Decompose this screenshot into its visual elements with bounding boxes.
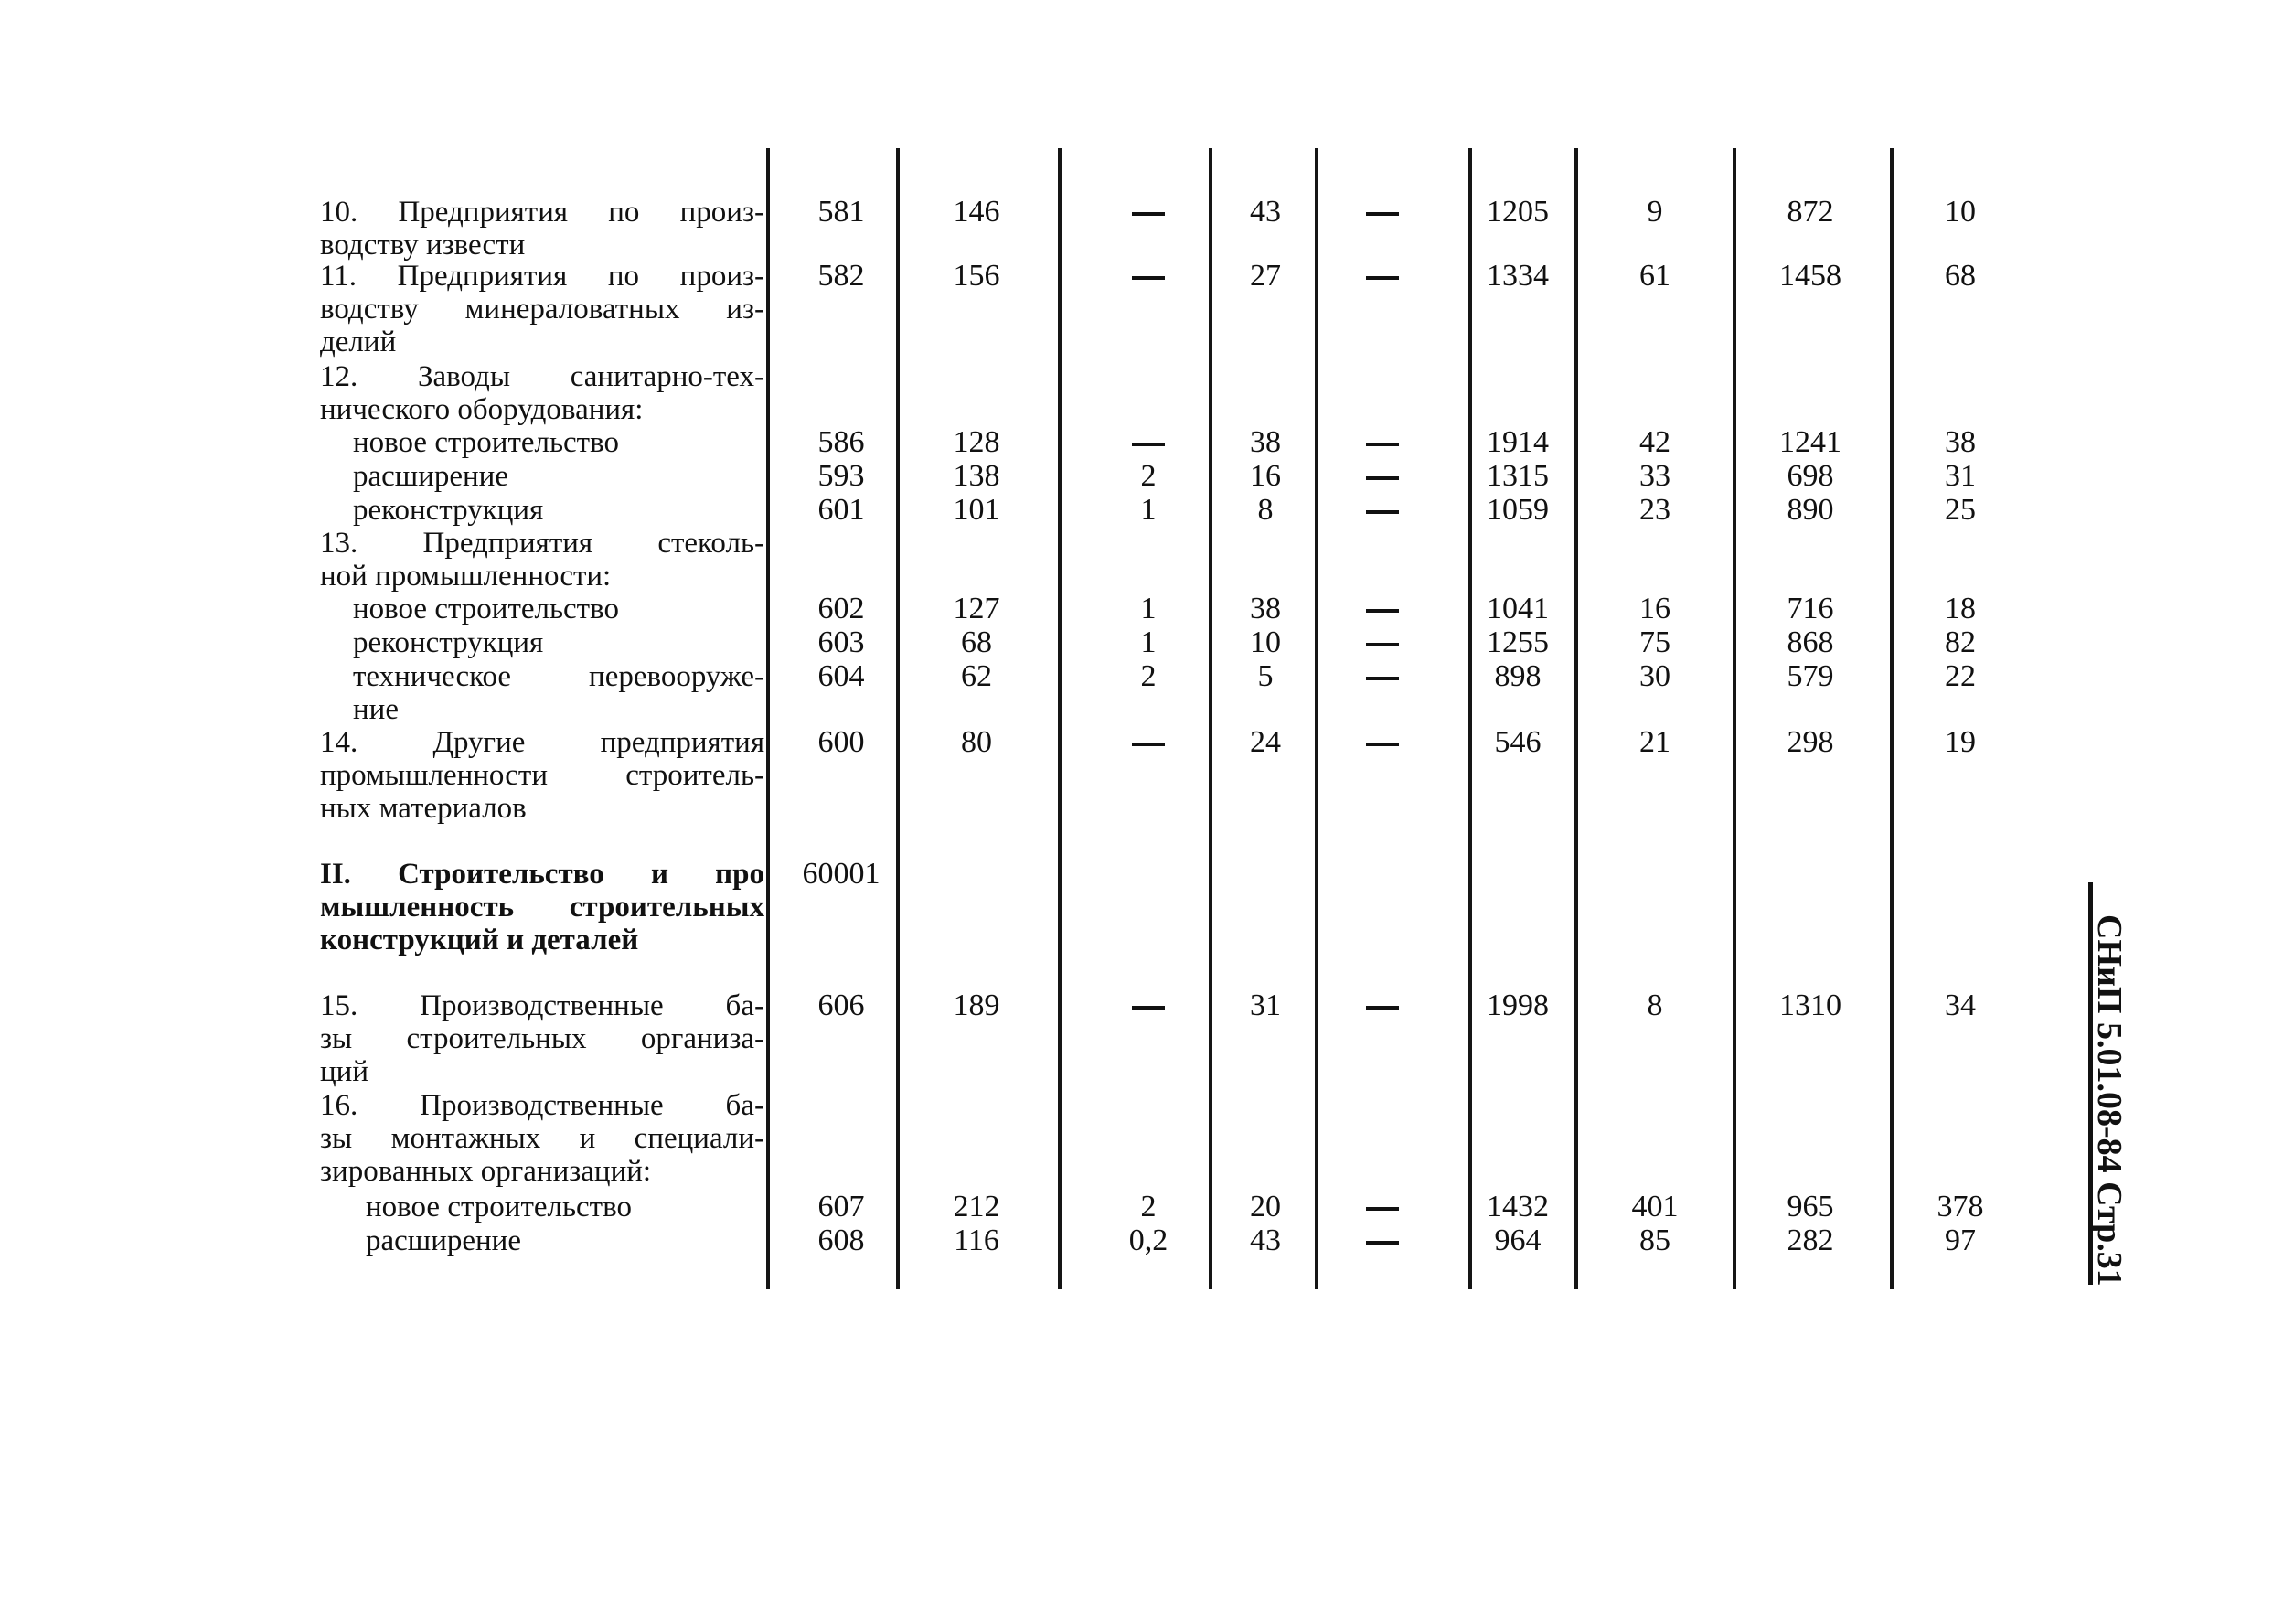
row-label: водству минераловатных из- [320,293,764,326]
row-label: промышленности строитель- [320,759,764,792]
table-cell: 19 [1945,725,1976,759]
table-cell: 138 [953,459,1000,493]
table-cell: 212 [953,1190,1000,1223]
table-cell: 24 [1250,725,1281,759]
row-label: расширение [366,1224,521,1257]
table-cell: 586 [817,425,865,459]
table-cell: 579 [1787,659,1834,693]
table-cell: 401 [1631,1190,1679,1223]
row-label: конструкций и деталей [320,924,639,956]
table-cell: 31 [1945,459,1976,493]
dash-mark [1366,609,1399,613]
table-cell: 43 [1250,195,1281,229]
dash-mark [1366,1207,1399,1211]
column-rule [1209,148,1212,1289]
table-cell: 75 [1639,625,1670,659]
table-cell: 582 [817,259,865,293]
table-cell: 1205 [1487,195,1549,229]
table-cell: 600 [817,725,865,759]
row-label: расширение [353,460,508,493]
column-rule [766,148,770,1289]
table-cell: 593 [817,459,865,493]
row-label: реконструкция [353,494,544,527]
table-cell: 20 [1250,1190,1281,1223]
table-cell: 38 [1250,592,1281,625]
table-cell: 601 [817,493,865,527]
dash-mark [1366,677,1399,680]
table-cell: 30 [1639,659,1670,693]
table-cell: 33 [1639,459,1670,493]
table-cell: 85 [1639,1223,1670,1257]
row-label: 12. Заводы санитарно-тех- [320,360,764,393]
dash-mark [1366,276,1399,280]
table-cell: 378 [1937,1190,1984,1223]
table-cell: 298 [1787,725,1834,759]
table-cell: 603 [817,625,865,659]
table-cell: 128 [953,425,1000,459]
table-cell: 101 [953,493,1000,527]
table-cell: 146 [953,195,1000,229]
table-cell: 1334 [1487,259,1549,293]
table-cell: 8 [1257,493,1274,527]
table-cell: 22 [1945,659,1976,693]
page-footer: СНиП 5.01.08-84 Стр.31 [2090,914,2129,1287]
table-cell: 1 [1140,625,1157,659]
table-cell: 868 [1787,625,1834,659]
dash-mark [1366,212,1399,216]
row-label: 10. Предприятия по произ- [320,196,764,229]
row-label: нического оборудования: [320,393,644,426]
table-cell: 97 [1945,1223,1976,1257]
table-cell: 61 [1639,259,1670,293]
table-cell: 38 [1945,425,1976,459]
table-cell: 116 [954,1223,999,1257]
table-cell: 1241 [1779,425,1841,459]
table-cell: 62 [961,659,992,693]
table-cell: 890 [1787,493,1834,527]
dash-mark [1366,743,1399,746]
table-cell: 127 [953,592,1000,625]
table-cell: 68 [1945,259,1976,293]
table-cell: 546 [1494,725,1542,759]
row-label: новое строительство [353,426,619,459]
table-cell: 2 [1140,659,1157,693]
table-cell: 16 [1250,459,1281,493]
table-cell: 965 [1787,1190,1834,1223]
table-cell: 282 [1787,1223,1834,1257]
table-cell: 1 [1140,493,1157,527]
table-cell: 156 [953,259,1000,293]
table-cell: 1998 [1487,988,1549,1022]
table-cell: 1041 [1487,592,1549,625]
dash-mark [1366,443,1399,446]
table-cell: 18 [1945,592,1976,625]
table-cell: 0,2 [1128,1223,1168,1257]
table-cell: 1315 [1487,459,1549,493]
table-cell: 34 [1945,988,1976,1022]
table-cell: 27 [1250,259,1281,293]
column-rule [1058,148,1062,1289]
dash-mark [1132,212,1165,216]
row-label: мышленность строительных [320,891,764,924]
table-cell: 9 [1647,195,1663,229]
row-label: ций [320,1055,368,1088]
dash-mark [1132,743,1165,746]
table-cell: 698 [1787,459,1834,493]
table-cell: 10 [1945,195,1976,229]
dash-mark [1132,1006,1165,1010]
table-cell: 1310 [1779,988,1841,1022]
dash-mark [1366,1241,1399,1245]
table-cell: 607 [817,1190,865,1223]
row-label: техническое перевооруже- [353,660,764,693]
table-cell: 602 [817,592,865,625]
dash-mark [1366,643,1399,646]
row-label: 11. Предприятия по произ- [320,260,764,293]
table-cell: 964 [1494,1223,1542,1257]
dash-mark [1366,1006,1399,1010]
table-cell: 1458 [1779,259,1841,293]
table-cell: 1432 [1487,1190,1549,1223]
table-cell: 43 [1250,1223,1281,1257]
row-label: 16. Производственные ба- [320,1089,764,1122]
row-label: ние [353,693,399,726]
table-cell: 82 [1945,625,1976,659]
row-label: новое строительство [366,1191,632,1223]
table-cell: 898 [1494,659,1542,693]
column-rule [1890,148,1894,1289]
table-cell: 31 [1250,988,1281,1022]
table-cell: 25 [1945,493,1976,527]
table-cell: 68 [961,625,992,659]
row-label: 13. Предприятия стеколь- [320,527,764,560]
table-cell: 189 [953,988,1000,1022]
dash-mark [1132,276,1165,280]
dash-mark [1366,476,1399,480]
column-rule [896,148,900,1289]
table-cell: 604 [817,659,865,693]
table-cell: 23 [1639,493,1670,527]
row-label: зы строительных организа- [320,1022,764,1055]
row-label: II. Строительство и про [320,858,764,891]
table-cell: 716 [1787,592,1834,625]
table-cell: 16 [1639,592,1670,625]
table-cell: 1255 [1487,625,1549,659]
table-cell: 60001 [802,857,880,891]
table-cell: 2 [1140,459,1157,493]
dash-mark [1366,510,1399,514]
table-cell: 1059 [1487,493,1549,527]
row-label: зы монтажных и специали- [320,1122,764,1155]
table-cell: 2 [1140,1190,1157,1223]
row-label: 15. Производственные ба- [320,989,764,1022]
column-rule [1733,148,1736,1289]
column-rule [1468,148,1472,1289]
table-cell: 608 [817,1223,865,1257]
row-label: 14. Другие предприятия [320,726,764,759]
table-cell: 872 [1787,195,1834,229]
table-cell: 581 [817,195,865,229]
row-label: делий [320,326,397,358]
row-label: водству извести [320,229,526,262]
row-label: ной промышленности: [320,560,612,593]
table-cell: 1 [1140,592,1157,625]
dash-mark [1132,443,1165,446]
table-cell: 606 [817,988,865,1022]
table-cell: 21 [1639,725,1670,759]
table-cell: 5 [1257,659,1274,693]
row-label: ных материалов [320,792,527,825]
table-cell: 1914 [1487,425,1549,459]
row-label: новое строительство [353,593,619,625]
table-cell: 10 [1250,625,1281,659]
table-cell: 80 [961,725,992,759]
row-label: зированных организаций: [320,1155,652,1188]
table-cell: 42 [1639,425,1670,459]
table-cell: 8 [1647,988,1663,1022]
table-cell: 38 [1250,425,1281,459]
column-rule [1315,148,1318,1289]
column-rule [1574,148,1578,1289]
row-label: реконструкция [353,626,544,659]
